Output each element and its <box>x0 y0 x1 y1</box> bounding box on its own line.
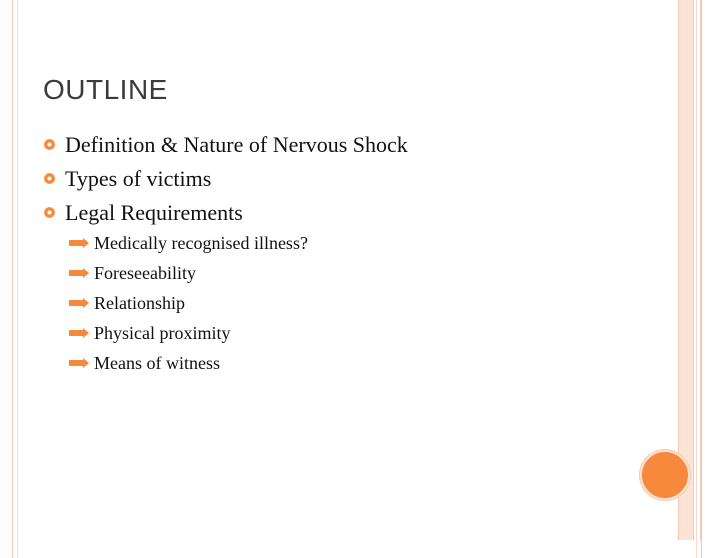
decorative-orange-circle <box>640 450 690 500</box>
sub-bullet-item <box>68 322 408 352</box>
gear-bullet-icon <box>43 138 56 151</box>
sub-bullet-text: Means of witness <box>94 353 220 373</box>
gear-bullet-icon <box>43 206 56 219</box>
arrow-bullet-icon <box>68 268 90 278</box>
arrow-bullet-icon <box>68 238 90 248</box>
sub-bullet-text: Relationship <box>94 293 185 313</box>
bullet-item <box>44 198 408 232</box>
arrow-bullet-icon <box>68 358 90 368</box>
bullet-text: Legal Requirements <box>65 200 243 225</box>
bullet-item <box>44 164 408 198</box>
sub-bullet-item <box>68 352 408 382</box>
sub-bullet-text: Medically recognised illness? <box>94 233 308 253</box>
sub-bullet-item <box>68 232 408 262</box>
sub-bullet-text: Physical proximity <box>94 323 231 343</box>
sub-bullet-item <box>68 262 408 292</box>
decorative-rail-line <box>700 0 701 540</box>
arrow-bullet-icon <box>68 298 90 308</box>
bullet-item <box>44 130 408 164</box>
bullet-text: Definition & Nature of Nervous Shock <box>65 132 408 157</box>
arrow-bullet-icon <box>68 328 90 338</box>
gear-bullet-icon <box>43 172 56 185</box>
bullet-text: Types of victims <box>65 166 212 191</box>
slide-title: OUTLINE <box>43 74 168 105</box>
sub-bullet-text: Foreseeability <box>94 263 196 283</box>
bullet-list <box>44 130 408 382</box>
sub-bullet-item <box>68 292 408 322</box>
